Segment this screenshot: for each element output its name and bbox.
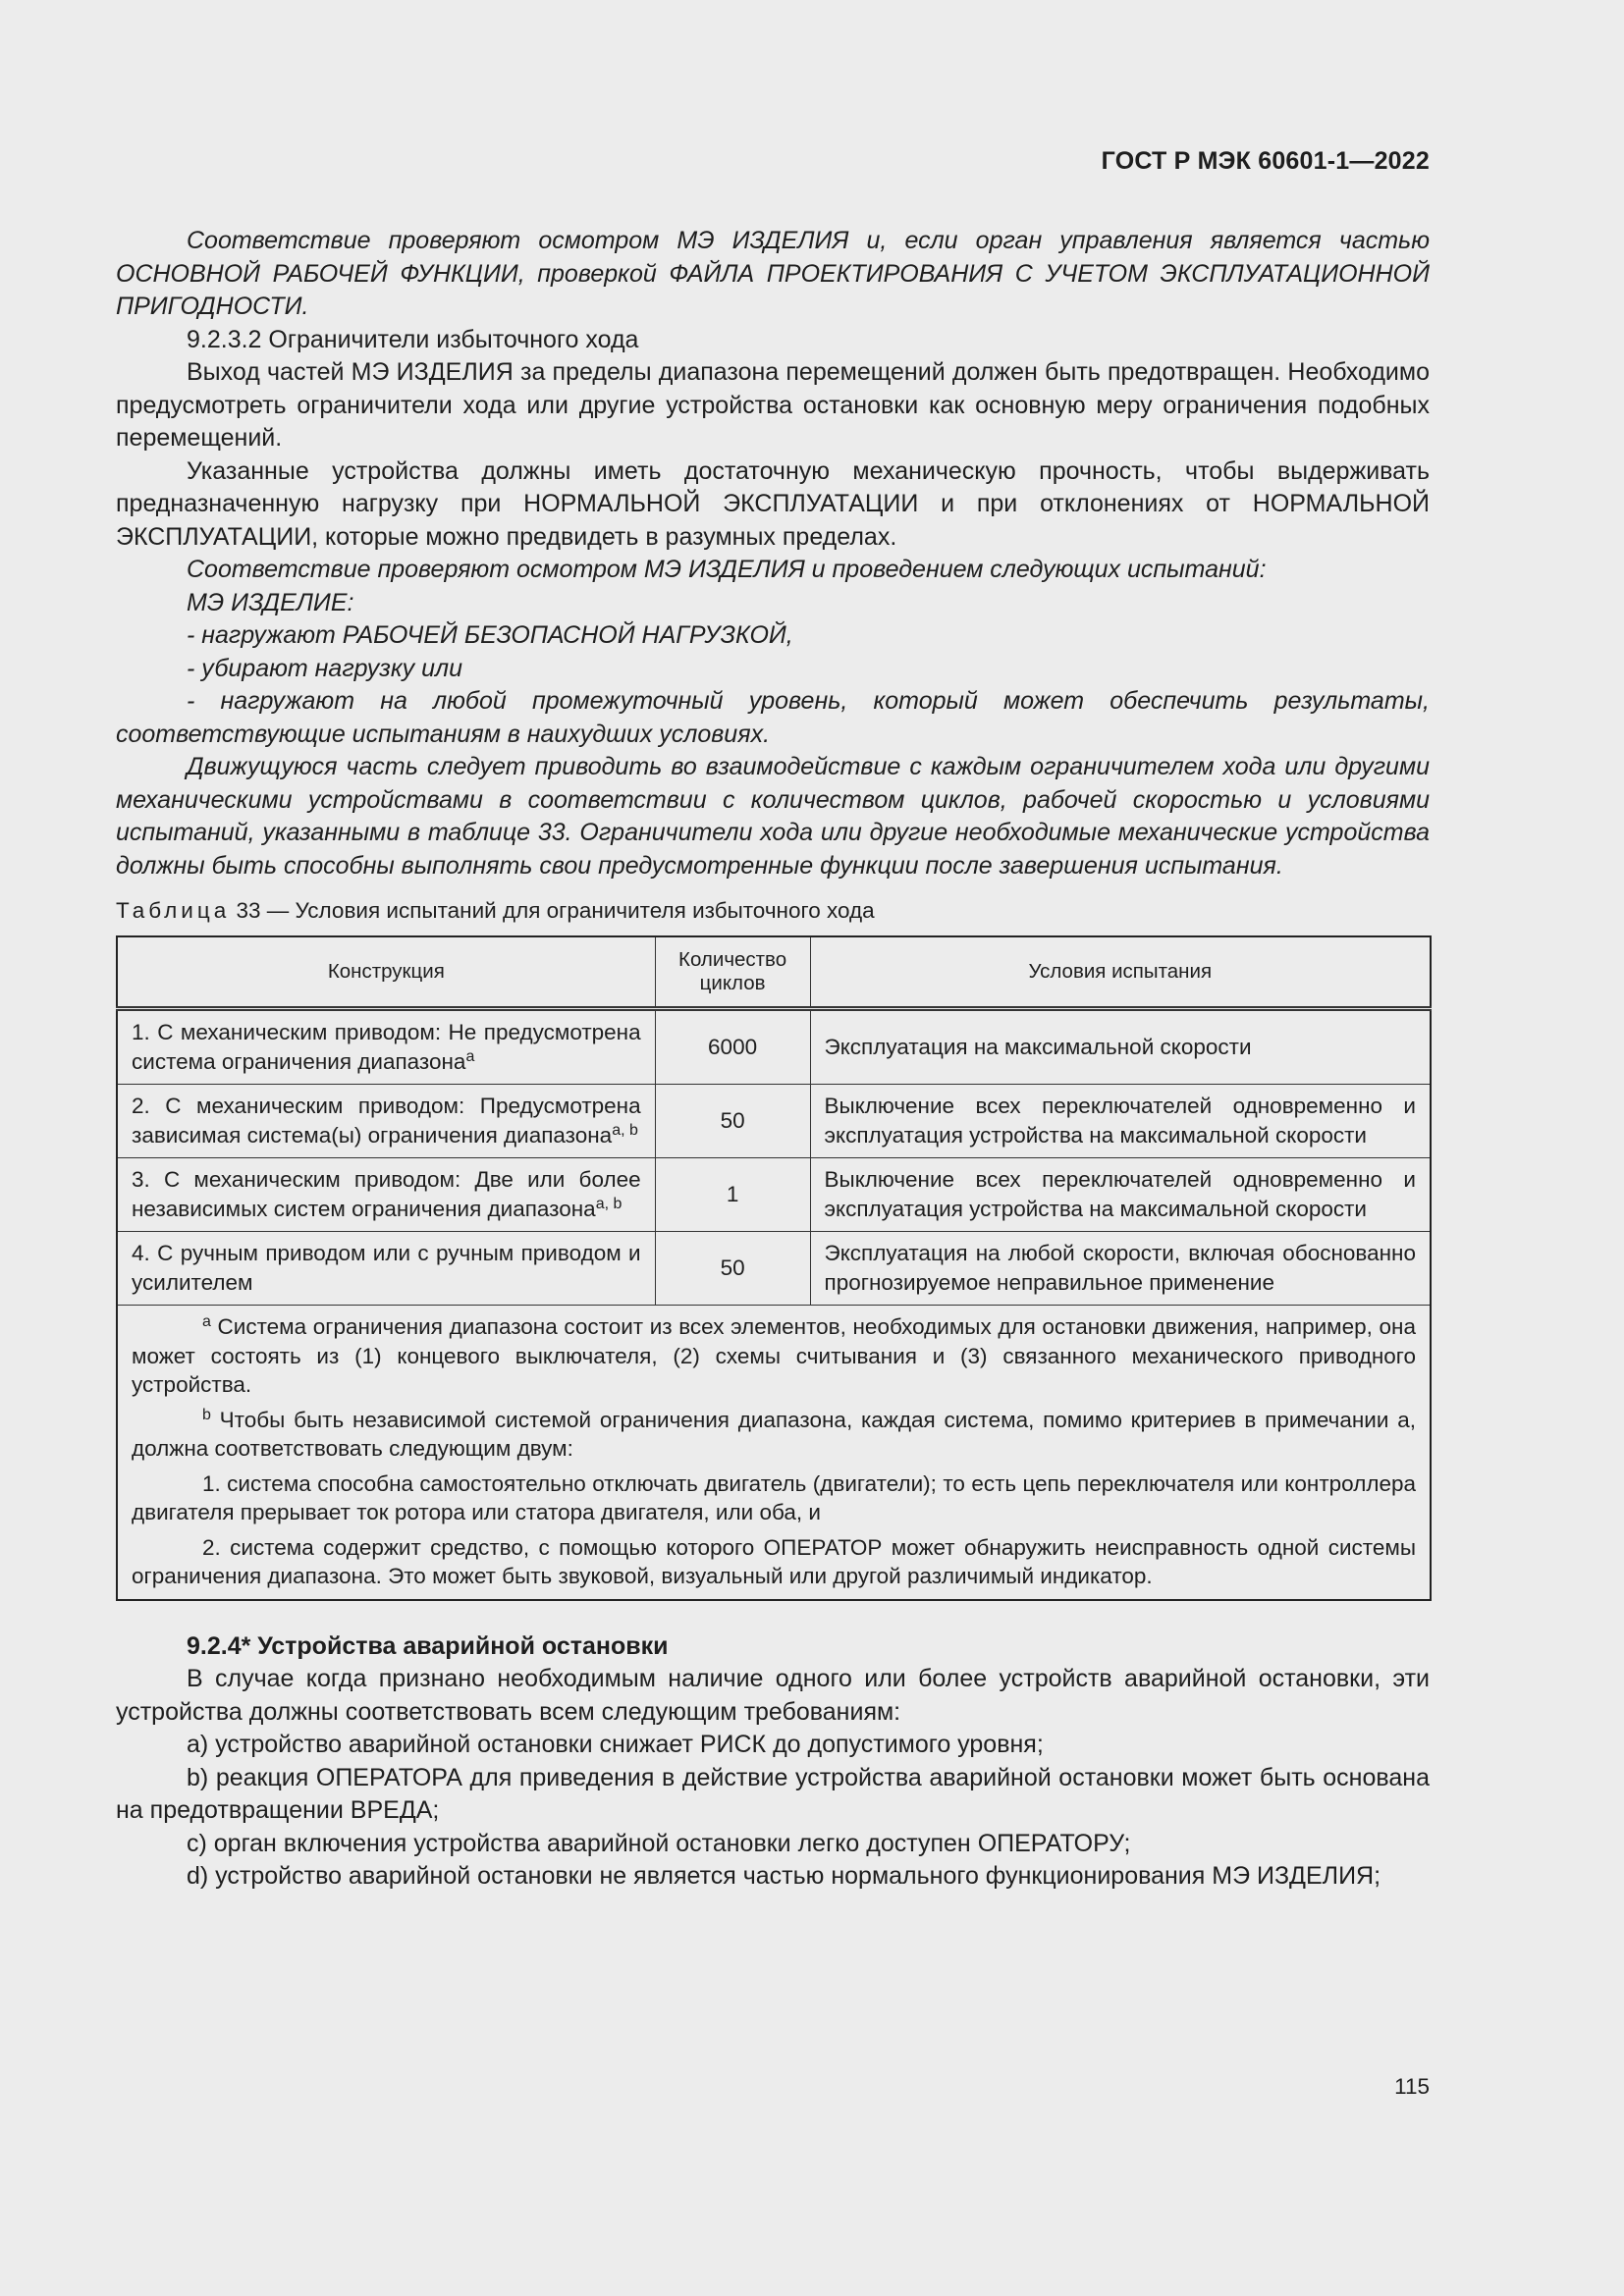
paragraph-travel-limits: Выход частей МЭ ИЗДЕЛИЯ за пределы диапазона перемещений должен быть предотвращен. Необходимо предусмотреть ограничители хода или другие устройства остановки как основную меру ограничения подобных перемещений. — [116, 358, 1430, 452]
row-3-construction: 3. С механическим приводом: Две или более независимых систем ограничения диапазона$^{a, b}$ — [117, 1158, 655, 1232]
note-b-item-2: 2. система содержит средство, с помощью которого ОПЕРАТОР может обнаружить неисправность одной системы ограничения диапазона. Это может быть звуковой, визуальный или другой различимый индикатор. — [132, 1534, 1416, 1588]
test-dash-item-2: - убирают нагрузку или — [187, 654, 463, 682]
section-intro: В случае когда признано необходимым наличие одного или более устройств аварийной остановки, эти устройства должны соответствовать всем следующим требованиям: — [116, 1665, 1430, 1726]
test-dash-item-1: - нагружают РАБОЧЕЙ БЕЗОПАСНОЙ НАГРУЗКОЙ, — [187, 621, 793, 649]
footnote-ref: a, b — [612, 1121, 638, 1139]
test-dash-item-3: - нагружают на любой промежуточный уровень, который может обеспечить результаты, соответствующие испытаниям в наихудших условиях. — [116, 687, 1430, 748]
header-conditions: Условия испытания — [810, 936, 1431, 1009]
row-2-cycles: 50 — [655, 1085, 810, 1158]
table-row — [117, 1158, 1431, 1232]
table-header-row — [117, 936, 1431, 1009]
note-b-item-1: 1. система способна самостоятельно отключать двигатель (двигатели); то есть цепь переключателя или контроллера двигателя прерывает ток ротора или статора двигателя, или оба, и — [132, 1470, 1416, 1524]
requirement-item-b: b) реакция ОПЕРАТОРА для приведения в действие устройства аварийной остановки может быть основана на предотвращении ВРЕДА; — [116, 1763, 1430, 1824]
table-row — [117, 1232, 1431, 1306]
table-caption — [116, 896, 1430, 926]
row-2-construction: 2. С механическим приводом: Предусмотрена зависимая система(ы) ограничения диапазона$^{a, b}$ — [117, 1085, 655, 1158]
note-b-mark: b — [202, 1406, 211, 1423]
table-notes-row — [117, 1306, 1431, 1600]
table-caption-prefix: Таблица — [116, 898, 231, 923]
table-notes — [117, 1306, 1431, 1600]
test-conditions-table — [116, 935, 1432, 1601]
footnote-ref: a — [465, 1047, 475, 1065]
compliance-paragraph-2: Соответствие проверяют осмотром МЭ ИЗДЕЛИЯ и проведением следующих испытаний: — [187, 556, 1267, 583]
row-1-cycles: 6000 — [655, 1009, 810, 1085]
row-4-conditions: Эксплуатация на любой скорости, включая обоснованно прогнозируемое неправильное применение — [810, 1232, 1431, 1306]
document-header: ГОСТ Р МЭК 60601-1—2022 — [1101, 147, 1430, 175]
page-content — [116, 225, 1430, 1894]
row-1-conditions: Эксплуатация на максимальной скорости — [810, 1009, 1431, 1085]
row-4-construction: 4. С ручным приводом или с ручным приводом и усилителем — [117, 1232, 655, 1306]
row-1-construction: 1. С механическим приводом: Не предусмотрена система ограничения диапазона$^a$ — [117, 1009, 655, 1085]
header-construction: Конструкция — [117, 936, 655, 1009]
note-a-mark: a — [202, 1313, 211, 1330]
row-2-conditions: Выключение всех переключателей одновременно и эксплуатация устройства на максимальной скорости — [810, 1085, 1431, 1158]
requirement-item-d: d) устройство аварийной остановки не является частью нормального функционирования МЭ ИЗДЕЛИЯ; — [187, 1862, 1381, 1890]
row-3-conditions: Выключение всех переключателей одновременно и эксплуатация устройства на максимальной скорости — [810, 1158, 1431, 1232]
note-b: $^b$ Чтобы быть независимой системой ограничения диапазона, каждая система, помимо критериев в примечании а, должна соответствовать следующим двум: — [132, 1406, 1416, 1461]
table-caption-text: 33 — Условия испытаний для ограничителя избыточного хода — [230, 898, 875, 923]
table-row — [117, 1085, 1431, 1158]
requirement-item-c: c) орган включения устройства аварийной остановки легко доступен ОПЕРАТОРУ; — [187, 1829, 1131, 1857]
header-cycles: Количество циклов — [655, 936, 810, 1009]
row-3-cycles: 1 — [655, 1158, 810, 1232]
section-heading-9-2-4: 9.2.4* Устройства аварийной остановки — [187, 1631, 669, 1660]
clause-heading-9-2-3-2: 9.2.3.2 Ограничители избыточного хода — [187, 325, 639, 353]
footnote-ref: a, b — [595, 1195, 623, 1212]
paragraph-mechanical-strength: Указанные устройства должны иметь достаточную механическую прочность, чтобы выдерживать предназначенную нагрузку при НОРМАЛЬНОЙ ЭКСПЛУАТАЦИИ и при отклонениях от НОРМАЛЬНОЙ ЭКСПЛУАТАЦИИ, которые можно предвидеть в разумных пределах. — [116, 456, 1430, 551]
paragraph-moving-part: Движущуюся часть следует приводить во взаимодействие с каждым ограничителем хода или другими механическими устройствами в соответствии с количеством циклов, рабочей скоростью и условиями испытаний, указанными в таблице 33. Ограничители хода или другие необходимые механические устройства должны быть способны выполнять свои предусмотренные функции после завершения испытания. — [116, 753, 1430, 880]
requirement-item-a: a) устройство аварийной остановки снижает РИСК до допустимого уровня; — [187, 1731, 1044, 1758]
me-equipment-label: МЭ ИЗДЕЛИЕ: — [187, 588, 354, 616]
table-row — [117, 1009, 1431, 1085]
compliance-paragraph-1: Соответствие проверяют осмотром МЭ ИЗДЕЛИЯ и, если орган управления является частью ОСНОВНОЙ РАБОЧЕЙ ФУНКЦИИ, проверкой ФАЙЛА ПРОЕКТИРОВАНИЯ С УЧЕТОМ ЭКСПЛУАТАЦИОННОЙ ПРИГОДНОСТИ. — [116, 227, 1430, 320]
row-4-cycles: 50 — [655, 1232, 810, 1306]
note-a: $^a$ Система ограничения диапазона состоит из всех элементов, необходимых для остановки движения, например, она может состоять из (1) концевого выключателя, (2) схемы считывания и (3) связанного механического приводного устройства. — [132, 1313, 1416, 1397]
page-number: 115 — [1394, 2074, 1430, 2099]
